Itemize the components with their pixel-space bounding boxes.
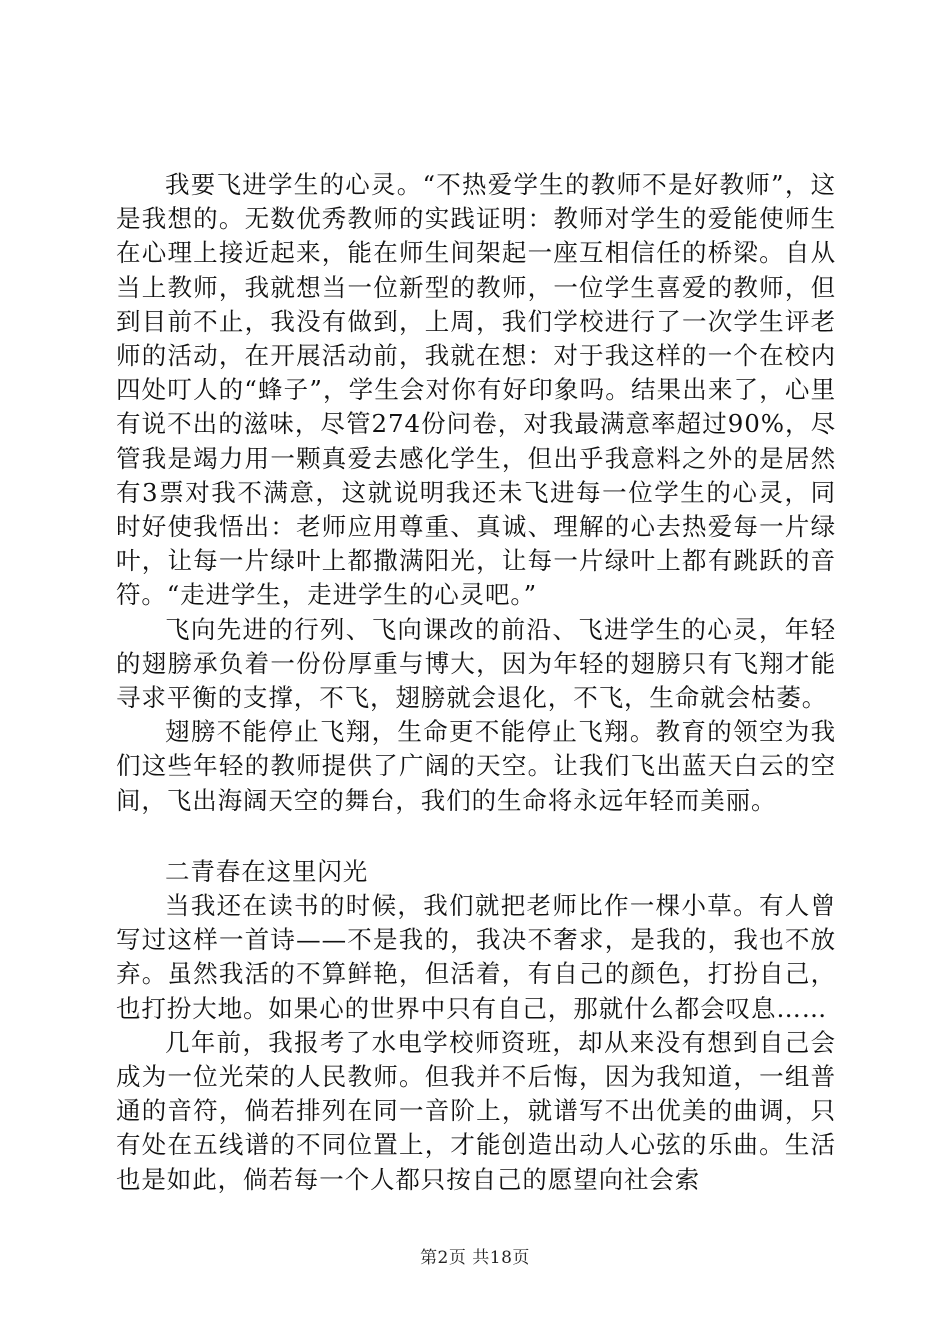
paragraph-1: 我要飞进学生的心灵。“不热爱学生的教师不是好教师”，这是我想的。无数优秀教师的实践证明：教师对学生的爱能使师生在心理上接近起来，能在师生间架起一座互相信任的桥梁。自从当上教师，我就想当一位新型的教师，一位学生喜爱的教师，但到目前不止，我没有做到，上周，我们学校进行了一次学生评老师的活动，在开展活动前，我就在想：对于我这样的一个在校内四处叮人的“蜂子”，学生会对你有好印象吗。结果出来了，心里有说不出的滋味，尽管274份问卷，对我最满意率超过90%，尽管我是竭力用一颗真爱去感化学生，但出乎我意料之外的是居然有3票对我不满意，这就说明我还未飞进每一位学生的心灵，同时好使我悟出：老师应用尊重、真诚、理解的心去热爱每一片绿叶，让每一片绿叶上都撒满阳光，让每一片绿叶上都有跳跃的音符。“走进学生，走进学生的心灵吧。” (116, 170, 836, 610)
paragraph-3: 翅膀不能停止飞翔，生命更不能停止飞翔。教育的领空为我们这些年轻的教师提供了广阔的天空。让我们飞出蓝天白云的空间，飞出海阔天空的舞台，我们的生命将永远年轻而美丽。 (116, 717, 836, 815)
page-number-footer: 第2页 共18页 (420, 1248, 530, 1268)
section-heading: 二青春在这里闪光 (165, 856, 369, 886)
paragraph-2: 飞向先进的行列、飞向课改的前沿、飞进学生的心灵，年轻的翅膀承负着一份份厚重与博大，因为年轻的翅膀只有飞翔才能寻求平衡的支撑，不飞，翅膀就会退化，不飞，生命就会枯萎。 (116, 614, 836, 713)
paragraph-5: 几年前，我报考了水电学校师资班，却从来没有想到自己会成为一位光荣的人民教师。但我并不后悔，因为我知道，一组普通的音符，倘若排列在同一音阶上，就谱写不出优美的曲调，只有处在五线谱的不同位置上，才能创造出动人心弦的乐曲。生活也是如此，倘若每一个人都只按自己的愿望向社会索 (116, 1027, 836, 1194)
paragraph-4: 当我还在读书的时候，我们就把老师比作一棵小草。有人曾写过这样一首诗——不是我的，我决不奢求，是我的，我也不放弃。虽然我活的不算鲜艳，但活着，有自己的颜色，打扮自己，也打扮大地。如果心的世界中只有自己，那就什么都会叹息…… (116, 891, 836, 1023)
document-body (116, 168, 836, 1197)
